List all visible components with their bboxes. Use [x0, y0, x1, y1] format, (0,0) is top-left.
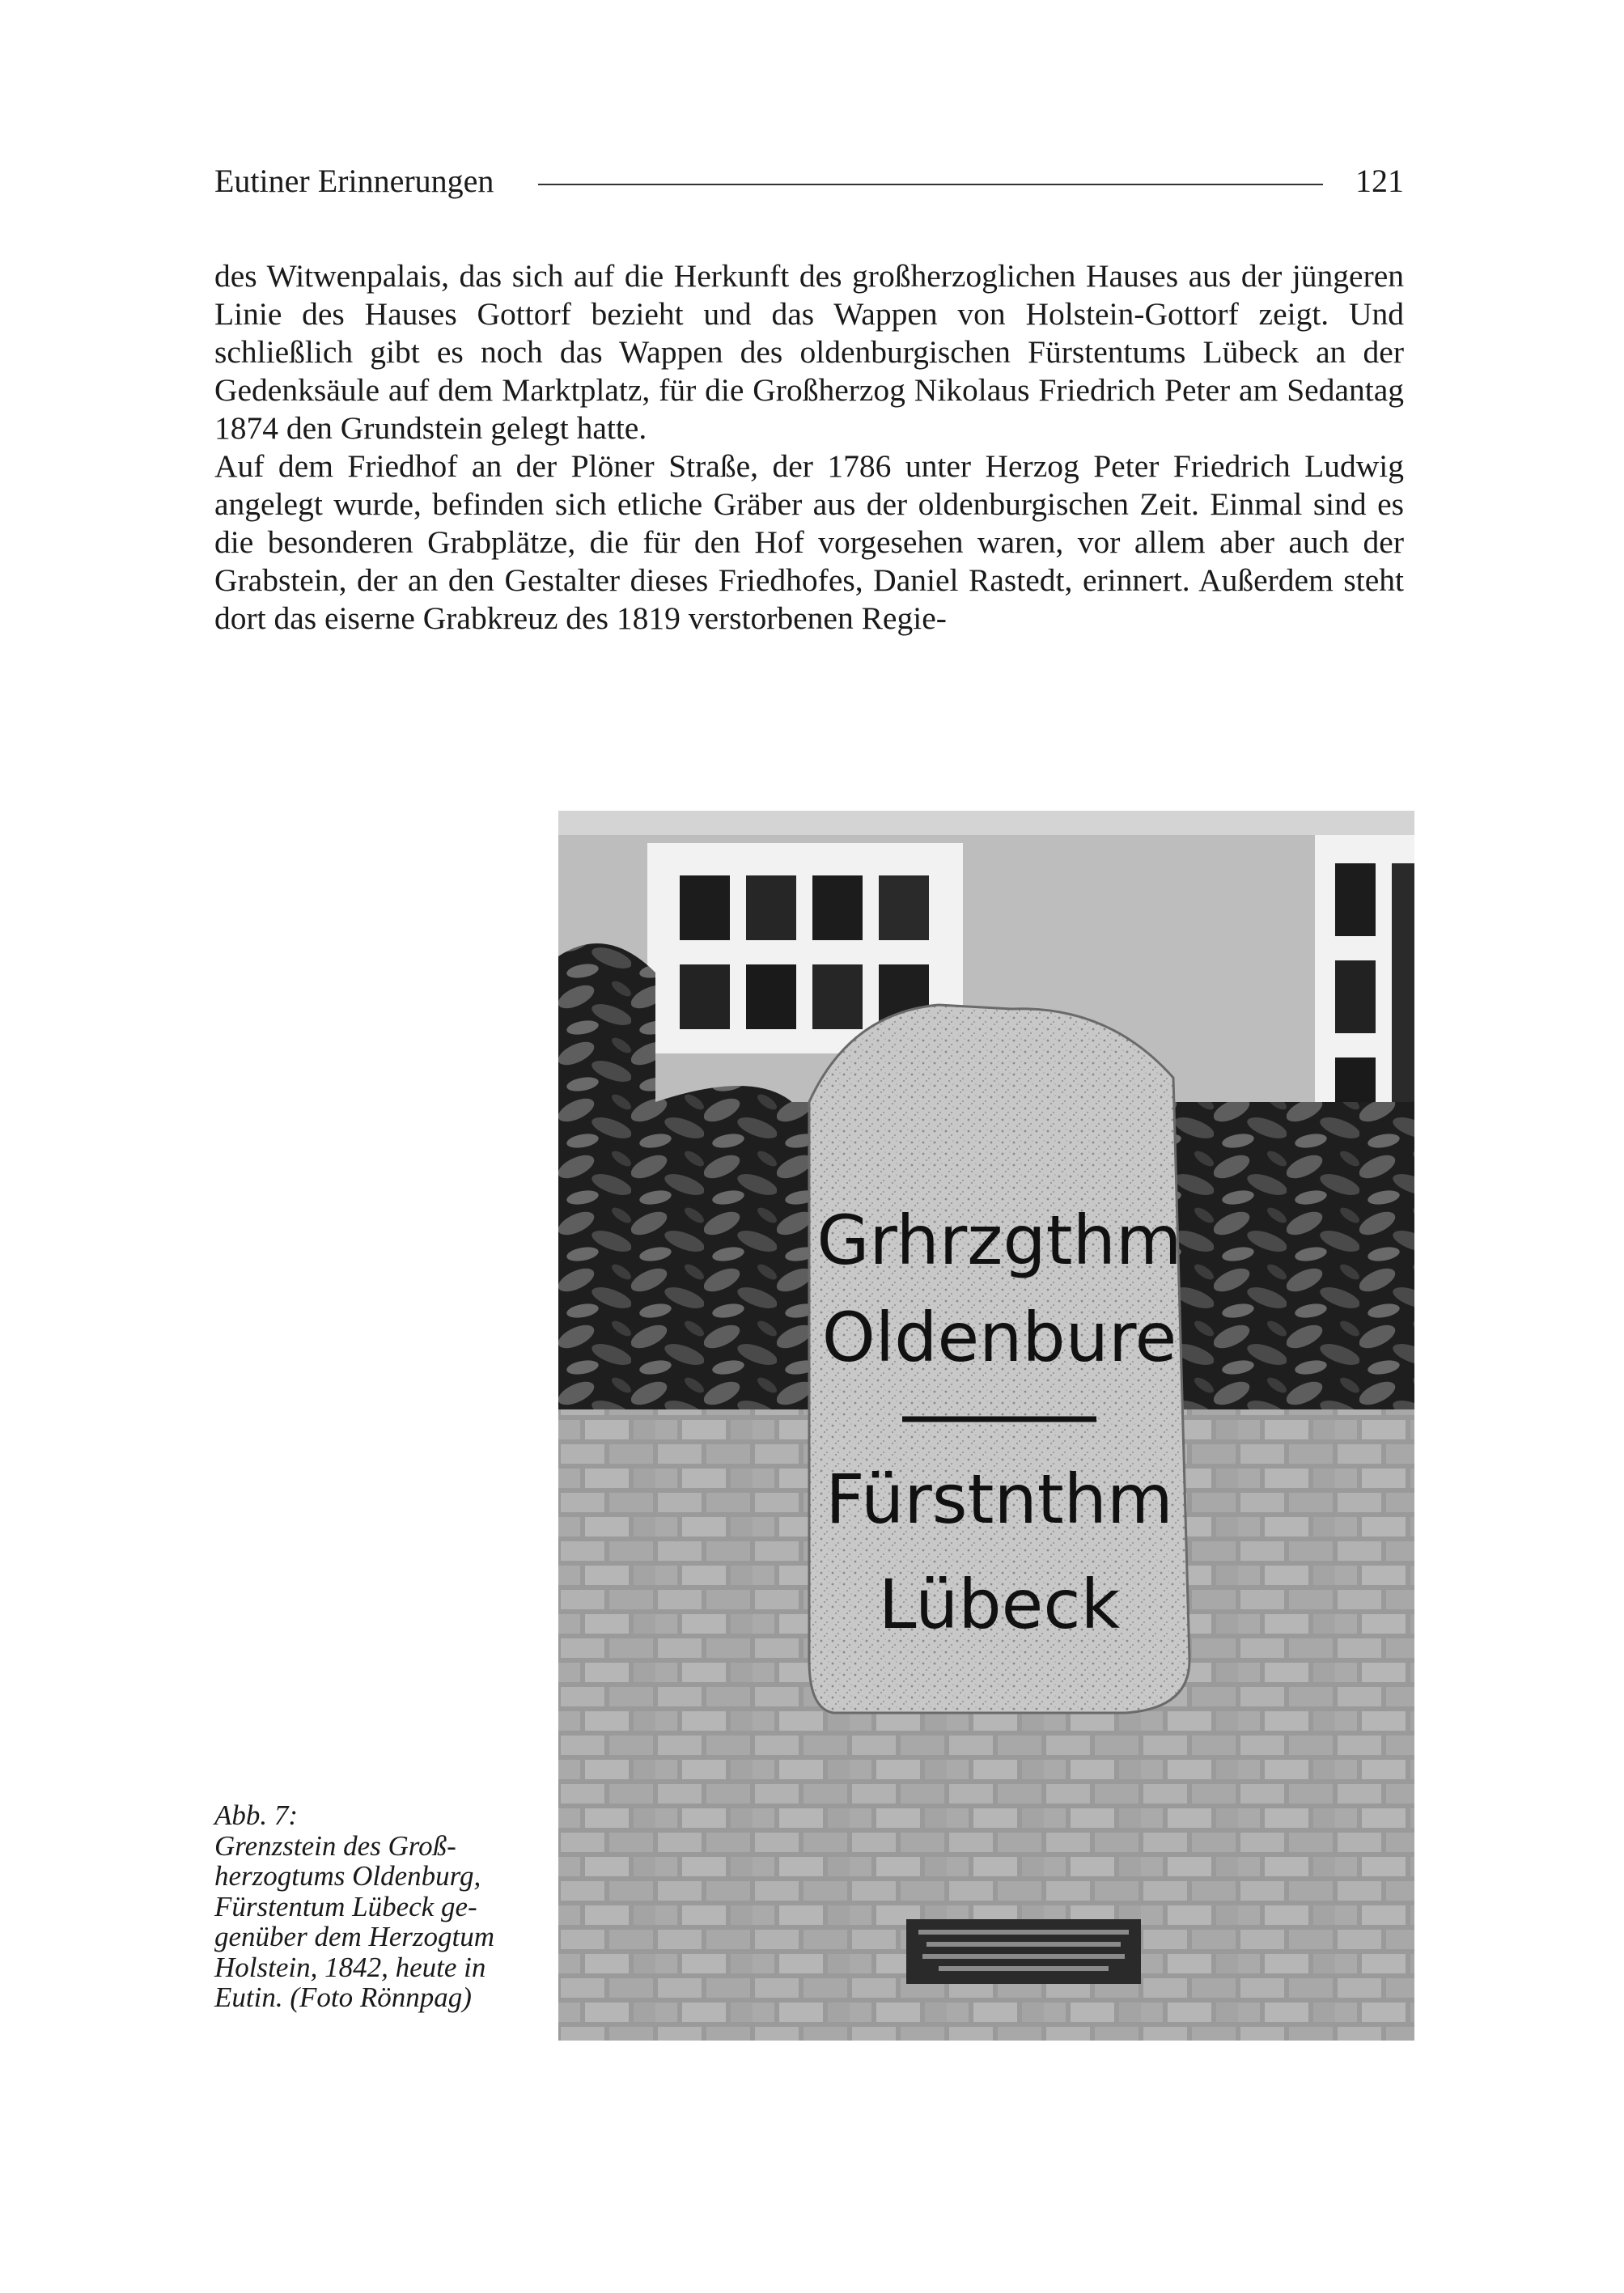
stone-inscription-line: Fürstnthm	[825, 1460, 1173, 1539]
caption-line: Fürstentum Lübeck ge-	[214, 1890, 477, 1922]
caption-line: Holstein, 1842, heute in	[214, 1951, 486, 1983]
paragraph: des Witwenpalais, das sich auf die Herkunft des großherzoglichen Hauses aus der jüngeren Linie des Hauses Gottorf bezieht und das Wappen von Holstein-Gottorf zeigt. Und schließlich gibt es noch das Wappen des oldenburgischen Fürstentums Lübeck an der Gedenksäule auf dem Marktplatz, für die Großherzog Nikolaus Friedrich Peter am Sedantag 1874 den Grundstein gelegt hatte.	[214, 258, 1404, 446]
paragraph: Auf dem Friedhof an der Plöner Straße, der 1786 unter Herzog Peter Friedrich Ludwig angelegt wurde, befinden sich etliche Gräber aus der oldenburgischen Zeit. Einmal sind es die besonderen Grabplätze, die für den Hof vorgesehen waren, vor allem aber auch der Grabstein, der an den Gestalter dieses Friedhofes, Daniel Rastedt, erinnert. Außerdem steht dort das eiserne Grabkreuz des 1819 verstorbenen Regie-	[214, 448, 1404, 636]
stone-inscription-line: Oldenbure	[821, 1298, 1177, 1377]
photo-illustration	[558, 811, 1414, 2041]
caption-line: Grenzstein des Groß-	[214, 1829, 456, 1862]
stone-inscription-line: Lübeck	[878, 1565, 1121, 1644]
body-text	[214, 257, 1404, 638]
running-head-title: Eutiner Erinnerungen	[214, 163, 494, 199]
memorial-plaque	[906, 1919, 1141, 1984]
running-head	[214, 162, 1404, 210]
caption-line: Abb. 7:	[214, 1799, 299, 1831]
stone-inscription-line: Grhrzgthm	[816, 1201, 1182, 1280]
page-number: 121	[1355, 163, 1404, 199]
boundary-stone	[809, 1005, 1189, 1713]
boundary-stone-photo	[558, 811, 1414, 2041]
running-head-rule	[538, 184, 1323, 185]
caption-line: Eutin. (Foto Rönnpag)	[214, 1981, 472, 2013]
figure-caption	[214, 1800, 538, 2013]
caption-line: genüber dem Herzogtum	[214, 1921, 495, 1952]
caption-line: herzogtums Oldenburg,	[214, 1860, 481, 1892]
